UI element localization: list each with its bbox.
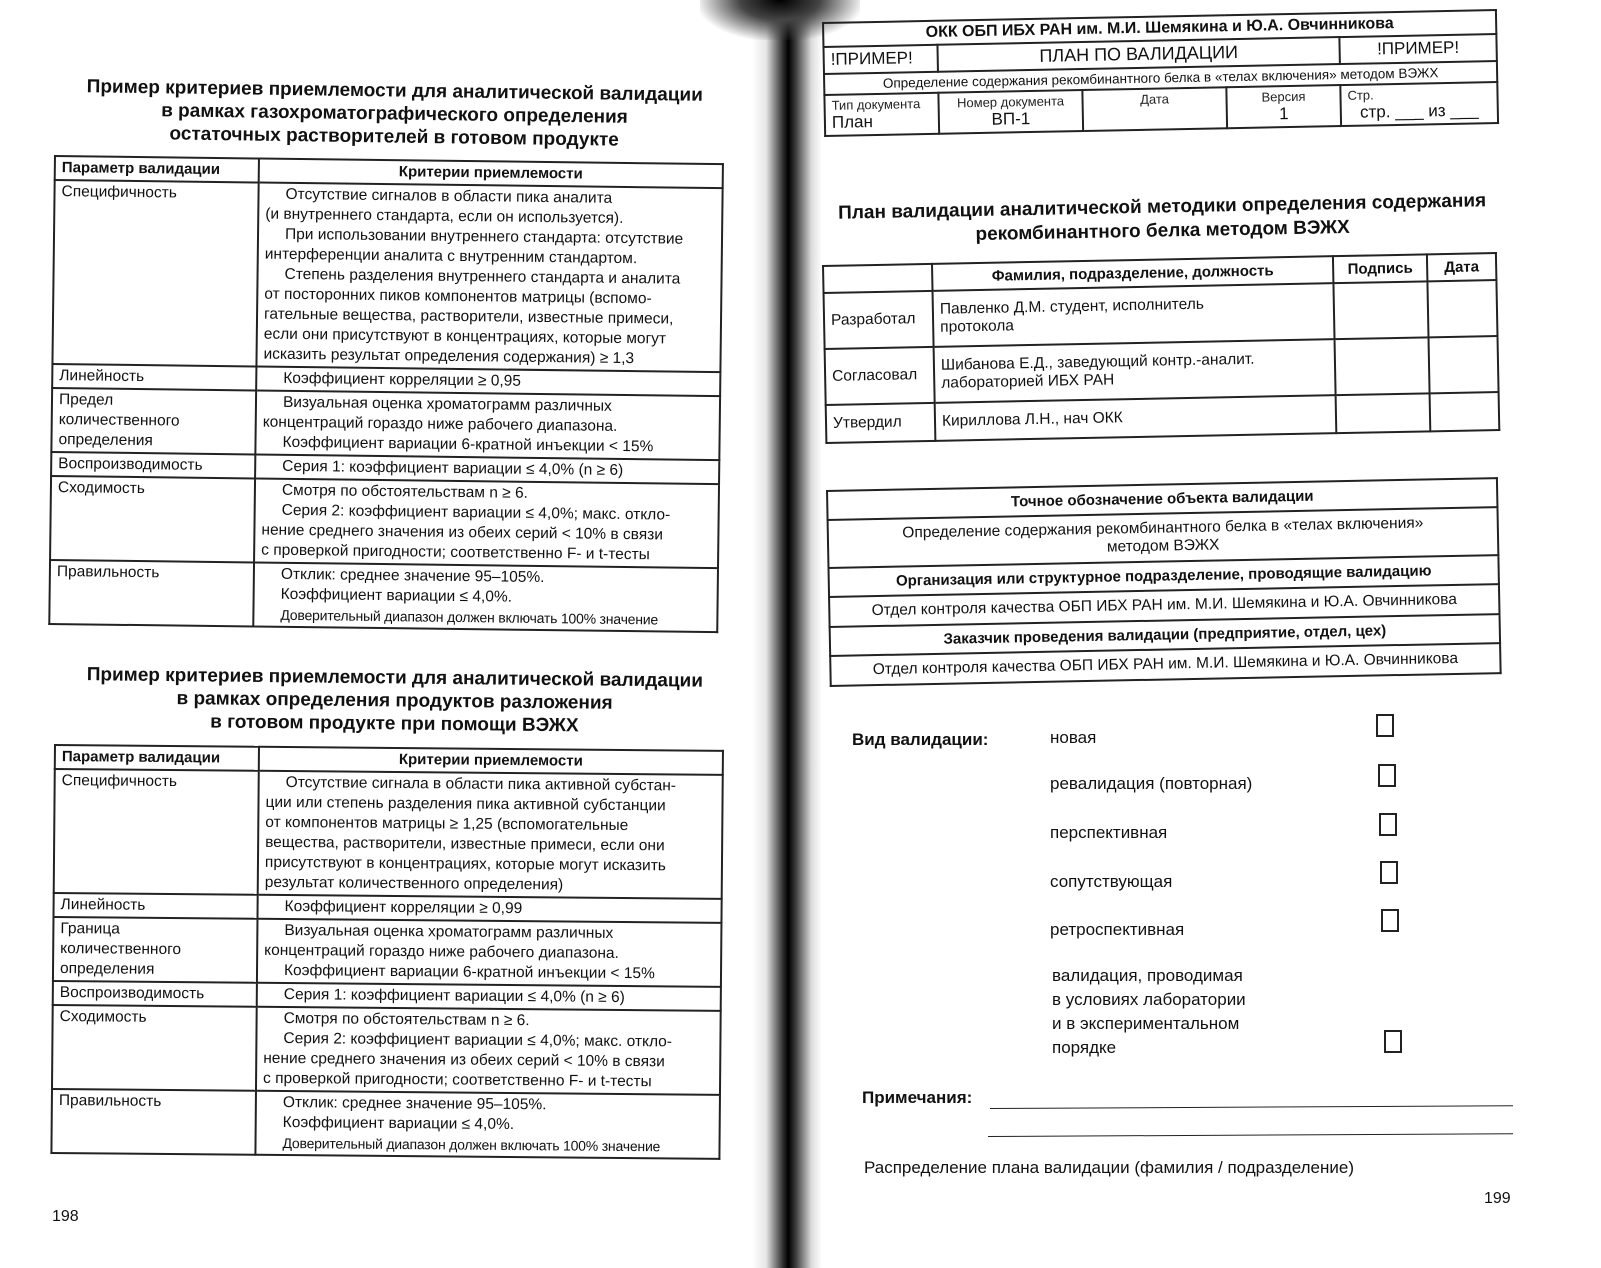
signature-field[interactable] bbox=[1335, 337, 1430, 395]
checkbox-concurrent[interactable] bbox=[1380, 861, 1398, 884]
signature-field[interactable] bbox=[1336, 393, 1431, 433]
criteria-line: Отсутствие сигнала в области пика активной субстан- bbox=[285, 774, 677, 795]
criteria-line: Смотря по обстоятельствам n ≥ 6. bbox=[281, 481, 529, 502]
person-cell bbox=[935, 395, 1337, 441]
page-number-left: 198 bbox=[52, 1208, 79, 1225]
doc-type-value: План bbox=[831, 112, 874, 132]
option-label-concurrent: сопутствующая bbox=[1050, 872, 1173, 891]
criteria-line: результат количественного определения) bbox=[264, 873, 564, 894]
param-cell bbox=[51, 388, 256, 454]
plan-heading-line: План валидации аналитической методики определения содержания bbox=[838, 190, 1487, 224]
criteria-line: Коэффициент корреляции ≥ 0,95 bbox=[283, 369, 522, 390]
organization-value: Отдел контроля качества ОБП ИБХ РАН им. М.И. Шемякина и Ю.А. Овчинникова bbox=[829, 584, 1499, 627]
object-heading: Точное обозначение объекта валидации bbox=[827, 478, 1497, 520]
object-value-line: Определение содержания рекомбинантного белка в «телах включения» bbox=[902, 514, 1424, 542]
criteria-line: присутствуют в концентрациях, которые могут исказить bbox=[264, 853, 666, 875]
validation-type-section bbox=[852, 718, 1552, 1078]
criteria-table-1 bbox=[48, 155, 724, 633]
criteria-line: концентраций гораздо ниже рабочего диапазона. bbox=[264, 941, 619, 962]
option-label-lab-experimental bbox=[1052, 964, 1246, 1060]
person-line: лабораторией ИБХ РАН bbox=[941, 371, 1115, 392]
left-page bbox=[0, 0, 752, 1268]
org-name: ОКК ОБП ИБХ РАН им. М.И. Шемякина и Ю.А. Овчинникова bbox=[823, 10, 1496, 47]
param-cell: Воспроизводимость bbox=[51, 452, 255, 478]
doc-number-label: Номер документа bbox=[956, 93, 1065, 111]
criteria-line: Отклик: среднее значение 95–105%. bbox=[282, 1094, 547, 1114]
right-page bbox=[822, 0, 1601, 1268]
organization-heading: Организация или структурное подразделение, проводящие валидацию bbox=[828, 555, 1498, 597]
criteria-line: с проверкой пригодности; соответственно F- и t-тесты bbox=[263, 1069, 652, 1091]
doc-number-cell bbox=[938, 90, 1083, 134]
column-header-role bbox=[823, 264, 932, 293]
criteria-line: Серия 1: коэффициент вариации ≤ 4,0% (n ≥ 6) bbox=[283, 986, 625, 1006]
table-row bbox=[52, 180, 722, 372]
example-mark-right: !ПРИМЕР! bbox=[1339, 34, 1496, 64]
criteria-line: Степень разделения внутреннего стандарта и аналита bbox=[284, 265, 681, 288]
option-label-new: новая bbox=[1050, 728, 1097, 747]
criteria-line: Отсутствие сигналов в области пика аналита bbox=[285, 185, 613, 207]
param-cell: Специфичность bbox=[54, 769, 259, 895]
page-value: стр. ___ из ___ bbox=[1359, 100, 1479, 122]
param-cell: Специфичность bbox=[52, 180, 258, 366]
version-label: Версия bbox=[1261, 88, 1306, 105]
criteria-line: При использовании внутреннего стандарта: отсутствие bbox=[284, 225, 684, 248]
table2-title-line: Пример критериев приемлемости для аналитической валидации bbox=[86, 664, 704, 692]
option-label-prospective: перспективная bbox=[1050, 823, 1168, 842]
param-cell: Линейность bbox=[53, 893, 257, 919]
date-field[interactable] bbox=[1430, 392, 1500, 431]
distribution-label: Распределение плана валидации (фамилия / подразделение) bbox=[864, 1158, 1355, 1177]
table-row bbox=[51, 388, 720, 460]
version-cell bbox=[1226, 85, 1341, 128]
option-line: и в экспериментальном bbox=[1052, 1014, 1240, 1033]
criteria-cell bbox=[254, 478, 719, 568]
param-line: Предел bbox=[58, 391, 114, 409]
criteria-line: Коэффициент вариации 6-кратной инъекции < 15% bbox=[282, 433, 654, 456]
param-cell: Воспроизводимость bbox=[53, 981, 257, 1007]
option-label-retrospective: ретроспективная bbox=[1050, 920, 1185, 939]
book-gutter bbox=[752, 0, 822, 1268]
table-row bbox=[49, 560, 718, 632]
checkbox-prospective[interactable] bbox=[1379, 813, 1397, 836]
criteria-cell bbox=[256, 183, 722, 373]
role-cell: Согласовал bbox=[825, 347, 935, 405]
criteria-line: вещества, растворители, известные примеси, если они bbox=[265, 833, 665, 855]
criteria-line: Коэффициент корреляции ≥ 0,99 bbox=[284, 898, 523, 918]
date-label: Дата bbox=[1139, 91, 1170, 107]
param-line: определения bbox=[59, 960, 155, 978]
table1-title-line: остаточных растворителей в готовом продукте bbox=[169, 123, 619, 151]
doc-type-label: Тип документа bbox=[831, 96, 921, 113]
table1-title bbox=[69, 75, 720, 153]
table-row bbox=[50, 476, 719, 568]
criteria-line: Коэффициент вариации 6-кратной инъекции < 15% bbox=[283, 962, 655, 983]
table-row bbox=[51, 1089, 720, 1159]
criteria-cell bbox=[256, 1007, 721, 1095]
version-value: 1 bbox=[1278, 104, 1289, 124]
criteria-line: гательные вещества, растворители, известные примеси, bbox=[263, 305, 674, 328]
criteria-line: исказить результат определения содержания) ≥ 1,3 bbox=[263, 345, 635, 368]
signature-field[interactable] bbox=[1333, 281, 1428, 339]
criteria-cell bbox=[255, 1091, 720, 1159]
column-header-param: Параметр валидации bbox=[55, 745, 259, 771]
column-header-name: Фамилия, подразделение, должность bbox=[932, 256, 1333, 291]
criteria-line: ции или степень разделения пика активной субстанции bbox=[265, 793, 666, 815]
criteria-line: Доверительный диапазон должен включать 100% значение bbox=[280, 606, 659, 628]
criteria-table-2 bbox=[50, 744, 724, 1160]
person-line: Кириллова Л.Н., нач ОКК bbox=[941, 409, 1123, 430]
criteria-line: Серия 1: коэффициент вариации ≤ 4,0% (n ≥ 6) bbox=[282, 457, 624, 479]
person-line: Павленко Д.М. студент, исполнитель bbox=[939, 295, 1205, 318]
document-header bbox=[822, 9, 1499, 137]
person-cell bbox=[933, 283, 1335, 347]
option-label-revalidation: ревалидация (повторная) bbox=[1050, 774, 1253, 793]
criteria-cell bbox=[258, 771, 723, 899]
signatures-table bbox=[822, 252, 1500, 444]
param-cell: Сходимость bbox=[52, 1005, 257, 1091]
date-field[interactable] bbox=[1429, 336, 1499, 393]
criteria-line: Доверительный диапазон должен включать 100% значение bbox=[282, 1135, 661, 1155]
criteria-line: (и внутреннего стандарта, если он используется). bbox=[265, 205, 624, 227]
criteria-line: Серия 2: коэффициент вариации ≤ 4,0%; макс. откло- bbox=[281, 501, 671, 524]
table2-title-line: в готовом продукте при помощи ВЭЖХ bbox=[210, 711, 579, 737]
notes-label: Примечания: bbox=[862, 1088, 973, 1107]
criteria-line: концентраций гораздо ниже рабочего диапазона. bbox=[262, 413, 618, 435]
criteria-line: нение среднего значения из обеих серий < 10% в связи bbox=[261, 521, 664, 544]
checkbox-revalidation[interactable] bbox=[1378, 764, 1396, 787]
person-line: Шибанова Е.Д., заведующий контр.-аналит. bbox=[940, 350, 1255, 374]
validation-type-label: Вид валидации: bbox=[852, 730, 989, 749]
column-header-criteria: Критерии приемлемости bbox=[259, 747, 723, 775]
person-line: протокола bbox=[940, 317, 1015, 336]
doc-type-cell bbox=[824, 93, 939, 136]
date-cell bbox=[1082, 87, 1227, 131]
table-row bbox=[52, 1005, 721, 1095]
option-line: порядке bbox=[1052, 1038, 1117, 1057]
checkbox-new[interactable] bbox=[1376, 714, 1394, 737]
validation-object-table bbox=[826, 477, 1502, 687]
object-value-line: методом ВЭЖХ bbox=[1106, 536, 1220, 556]
param-cell: Линейность bbox=[52, 364, 256, 390]
notes-line-1[interactable] bbox=[990, 1105, 1513, 1109]
criteria-line: Визуальная оценка хроматограмм различных bbox=[282, 393, 612, 415]
customer-value: Отдел контроля качества ОБП ИБХ РАН им. М.И. Шемякина и Ю.А. Овчинникова bbox=[830, 643, 1500, 686]
page-number-right: 199 bbox=[1484, 1190, 1511, 1207]
criteria-line: Коэффициент вариации ≤ 4,0%. bbox=[282, 1114, 515, 1134]
column-header-param: Параметр валидации bbox=[55, 156, 259, 182]
criteria-line: если они присутствуют в концентрациях, которые могут bbox=[263, 325, 667, 348]
param-line: определения bbox=[58, 431, 153, 450]
table1-title-line: Пример критериев приемлемости для аналитической валидации bbox=[86, 76, 704, 106]
table2-title bbox=[69, 663, 720, 739]
checkbox-lab-experimental[interactable] bbox=[1384, 1030, 1402, 1053]
column-header-date: Дата bbox=[1427, 253, 1497, 281]
page-cell bbox=[1340, 82, 1498, 126]
param-cell: Правильность bbox=[49, 560, 254, 626]
plan-subject: Определение содержания рекомбинантного белка в «телах включения» методом ВЭЖХ bbox=[824, 61, 1497, 95]
criteria-cell bbox=[255, 390, 720, 460]
person-cell bbox=[934, 339, 1336, 403]
param-line: количественного bbox=[60, 940, 182, 959]
param-line: Граница bbox=[60, 920, 120, 938]
plan-heading-line: рекомбинантного белка методом ВЭЖХ bbox=[975, 216, 1350, 246]
criteria-line: Отклик: среднее значение 95–105%. bbox=[280, 565, 545, 587]
table-row bbox=[54, 769, 723, 899]
option-line: в условиях лаборатории bbox=[1052, 990, 1246, 1009]
param-cell: Сходимость bbox=[50, 476, 255, 562]
page-label: Стр. bbox=[1347, 87, 1374, 103]
role-cell: Утвердил bbox=[826, 403, 936, 443]
notes-line-2[interactable] bbox=[988, 1133, 1513, 1137]
criteria-line: с проверкой пригодности; соответственно F- и t-тесты bbox=[261, 541, 650, 564]
param-cell: Правильность bbox=[51, 1089, 256, 1155]
column-header-sign: Подпись bbox=[1333, 254, 1428, 283]
table1-title-line: в рамках газохроматографического определения bbox=[161, 100, 628, 128]
criteria-cell bbox=[253, 562, 718, 632]
table-row bbox=[53, 917, 722, 987]
example-mark-left: !ПРИМЕР! bbox=[823, 45, 937, 74]
option-line: валидация, проводимая bbox=[1052, 966, 1243, 985]
date-value bbox=[1090, 105, 1220, 127]
criteria-cell bbox=[257, 919, 722, 987]
criteria-line: от компонентов матрицы ≥ 1,25 (вспомогательные bbox=[265, 813, 629, 835]
plan-heading bbox=[822, 189, 1503, 250]
param-cell bbox=[53, 917, 258, 983]
criteria-line: Смотря по обстоятельствам n ≥ 6. bbox=[283, 1010, 530, 1030]
table2-title-line: в рамках определения продуктов разложения bbox=[176, 688, 613, 714]
column-header-criteria: Критерии приемлемости bbox=[259, 159, 723, 189]
checkbox-retrospective[interactable] bbox=[1381, 909, 1399, 932]
criteria-line: Коэффициент вариации ≤ 4,0%. bbox=[280, 585, 513, 606]
doc-number-value: ВП-1 bbox=[991, 109, 1031, 129]
customer-heading: Заказчик проведения валидации (предприятие, отдел, цех) bbox=[830, 614, 1500, 656]
plan-title: ПЛАН ПО ВАЛИДАЦИИ bbox=[937, 37, 1339, 72]
role-cell: Разработал bbox=[824, 291, 934, 349]
criteria-line: Визуальная оценка хроматограмм различных bbox=[284, 922, 614, 942]
criteria-line: Серия 2: коэффициент вариации ≤ 4,0%; макс. откло- bbox=[283, 1030, 673, 1051]
criteria-line: нение среднего значения из обеих серий < 10% в связи bbox=[263, 1049, 665, 1071]
criteria-line: интерференции аналита с внутренним стандартом. bbox=[264, 245, 638, 268]
date-field[interactable] bbox=[1427, 280, 1497, 337]
criteria-line: от посторонних пиков компонентов матрицы (вспомо- bbox=[264, 285, 652, 308]
param-line: количественного bbox=[58, 411, 180, 430]
